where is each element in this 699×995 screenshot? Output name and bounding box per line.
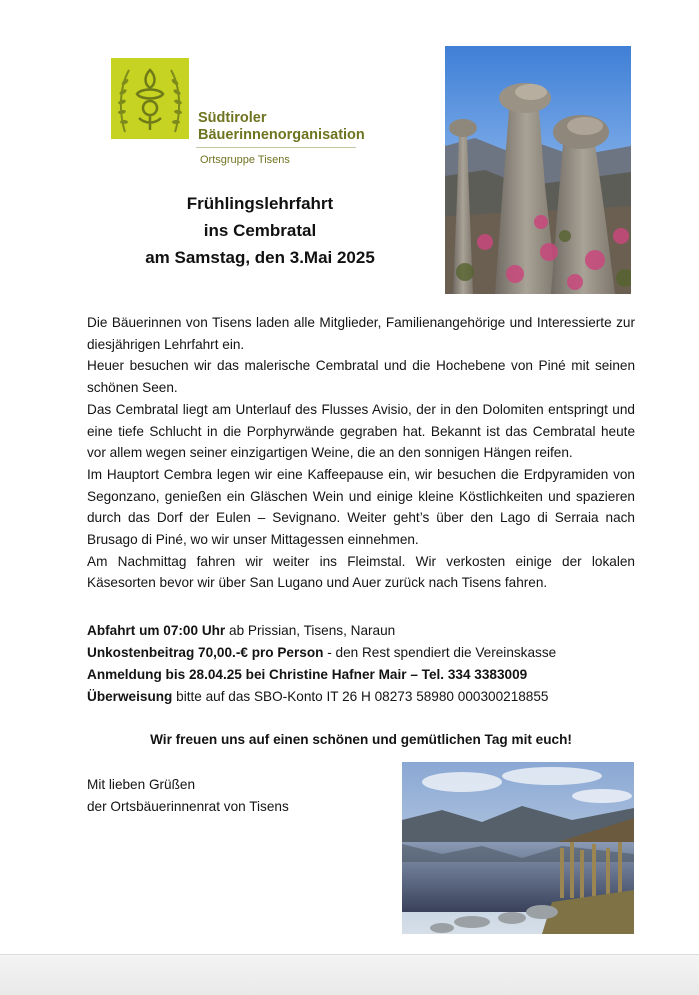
cost-label: Unkostenbeitrag 70,00.-€ pro Person <box>87 645 324 660</box>
org-name-line1: Südtiroler <box>198 110 267 126</box>
earth-pyramids-photo <box>445 46 631 294</box>
org-group: Ortsgruppe Tisens <box>200 154 290 166</box>
greeting-line1: Mit lieben Grüßen <box>87 777 196 792</box>
departure-value: ab Prissian, Tisens, Naraun <box>225 623 396 638</box>
title-line2: ins Cembratal <box>203 221 317 240</box>
event-title <box>110 190 410 271</box>
title-line3: am Samstag, den 3.Mai 2025 <box>145 248 375 267</box>
logo-emblem-icon <box>111 58 189 139</box>
intro-paragraph: Die Bäuerinnen von Tisens laden alle Mitglieder, Familienangehörige und Interessierte zur diesjährigen Lehrfahrt ein. <box>87 315 635 352</box>
intro-text <box>87 312 635 594</box>
intro-paragraph: Das Cembratal liegt am Unterlauf des Flusses Avisio, der in den Dolomiten entspringt und eine tiefe Schlucht in die Porphyrwände gegraben hat. Bekannt ist das Cembratal heute vor allem wegen seiner einzigartigen Weine, die an den sonnigen Hängen reifen. <box>87 401 635 461</box>
cost-line <box>87 642 635 664</box>
registration-line <box>87 664 635 686</box>
lake-photo <box>402 762 634 934</box>
intro-paragraph: Im Hauptort Cembra legen wir eine Kaffeepause ein, wir besuchen die Erdpyramiden von Segonzano, genießen ein Gläschen Wein und einige kleine Köstlichkeiten und spazieren durch das Dorf der Eulen – Sevignano. Weiter geht’s über den Lago di Serraia nach Brusago di Piné, wo wir unser Mittagessen einnehmen. <box>87 466 635 548</box>
intro-paragraph: Am Nachmittag fahren wir weiter ins Fleimstal. Wir verkosten einige der lokalen Käsesorten bevor wir über San Lugano und Auer zurück nach Tisens fahren. <box>87 553 635 591</box>
intro-paragraph: Heuer besuchen wir das malerische Cembratal und die Hochebene von Piné mit seinen schönen Seen. <box>87 358 635 396</box>
greeting-line2: der Ortsbäuerinnenrat von Tisens <box>87 798 289 814</box>
trip-details <box>87 620 635 708</box>
org-name <box>198 110 365 144</box>
logo-divider <box>196 147 356 148</box>
departure-label: Abfahrt um 07:00 Uhr <box>87 623 226 638</box>
closing-line: Wir freuen uns auf einen schönen und gemütlichen Tag mit euch! <box>150 732 572 747</box>
cost-value: - den Rest spendiert die Vereinskasse <box>323 645 557 660</box>
org-name-line2: Bäuerinnenorganisation <box>198 127 365 143</box>
transfer-label: Überweisung <box>87 689 173 704</box>
page-bottom-margin <box>0 954 699 995</box>
logo-mark <box>111 58 189 139</box>
transfer-value: bitte auf das SBO-Konto IT 26 H 08273 58980 000300218855 <box>172 689 549 704</box>
greeting <box>87 774 289 817</box>
transfer-line <box>87 686 635 708</box>
departure-line <box>87 620 635 642</box>
title-line1: Frühlingslehrfahrt <box>186 194 334 213</box>
registration-text: Anmeldung bis 28.04.25 bei Christine Hafner Mair – Tel. 334 3383009 <box>87 667 528 682</box>
